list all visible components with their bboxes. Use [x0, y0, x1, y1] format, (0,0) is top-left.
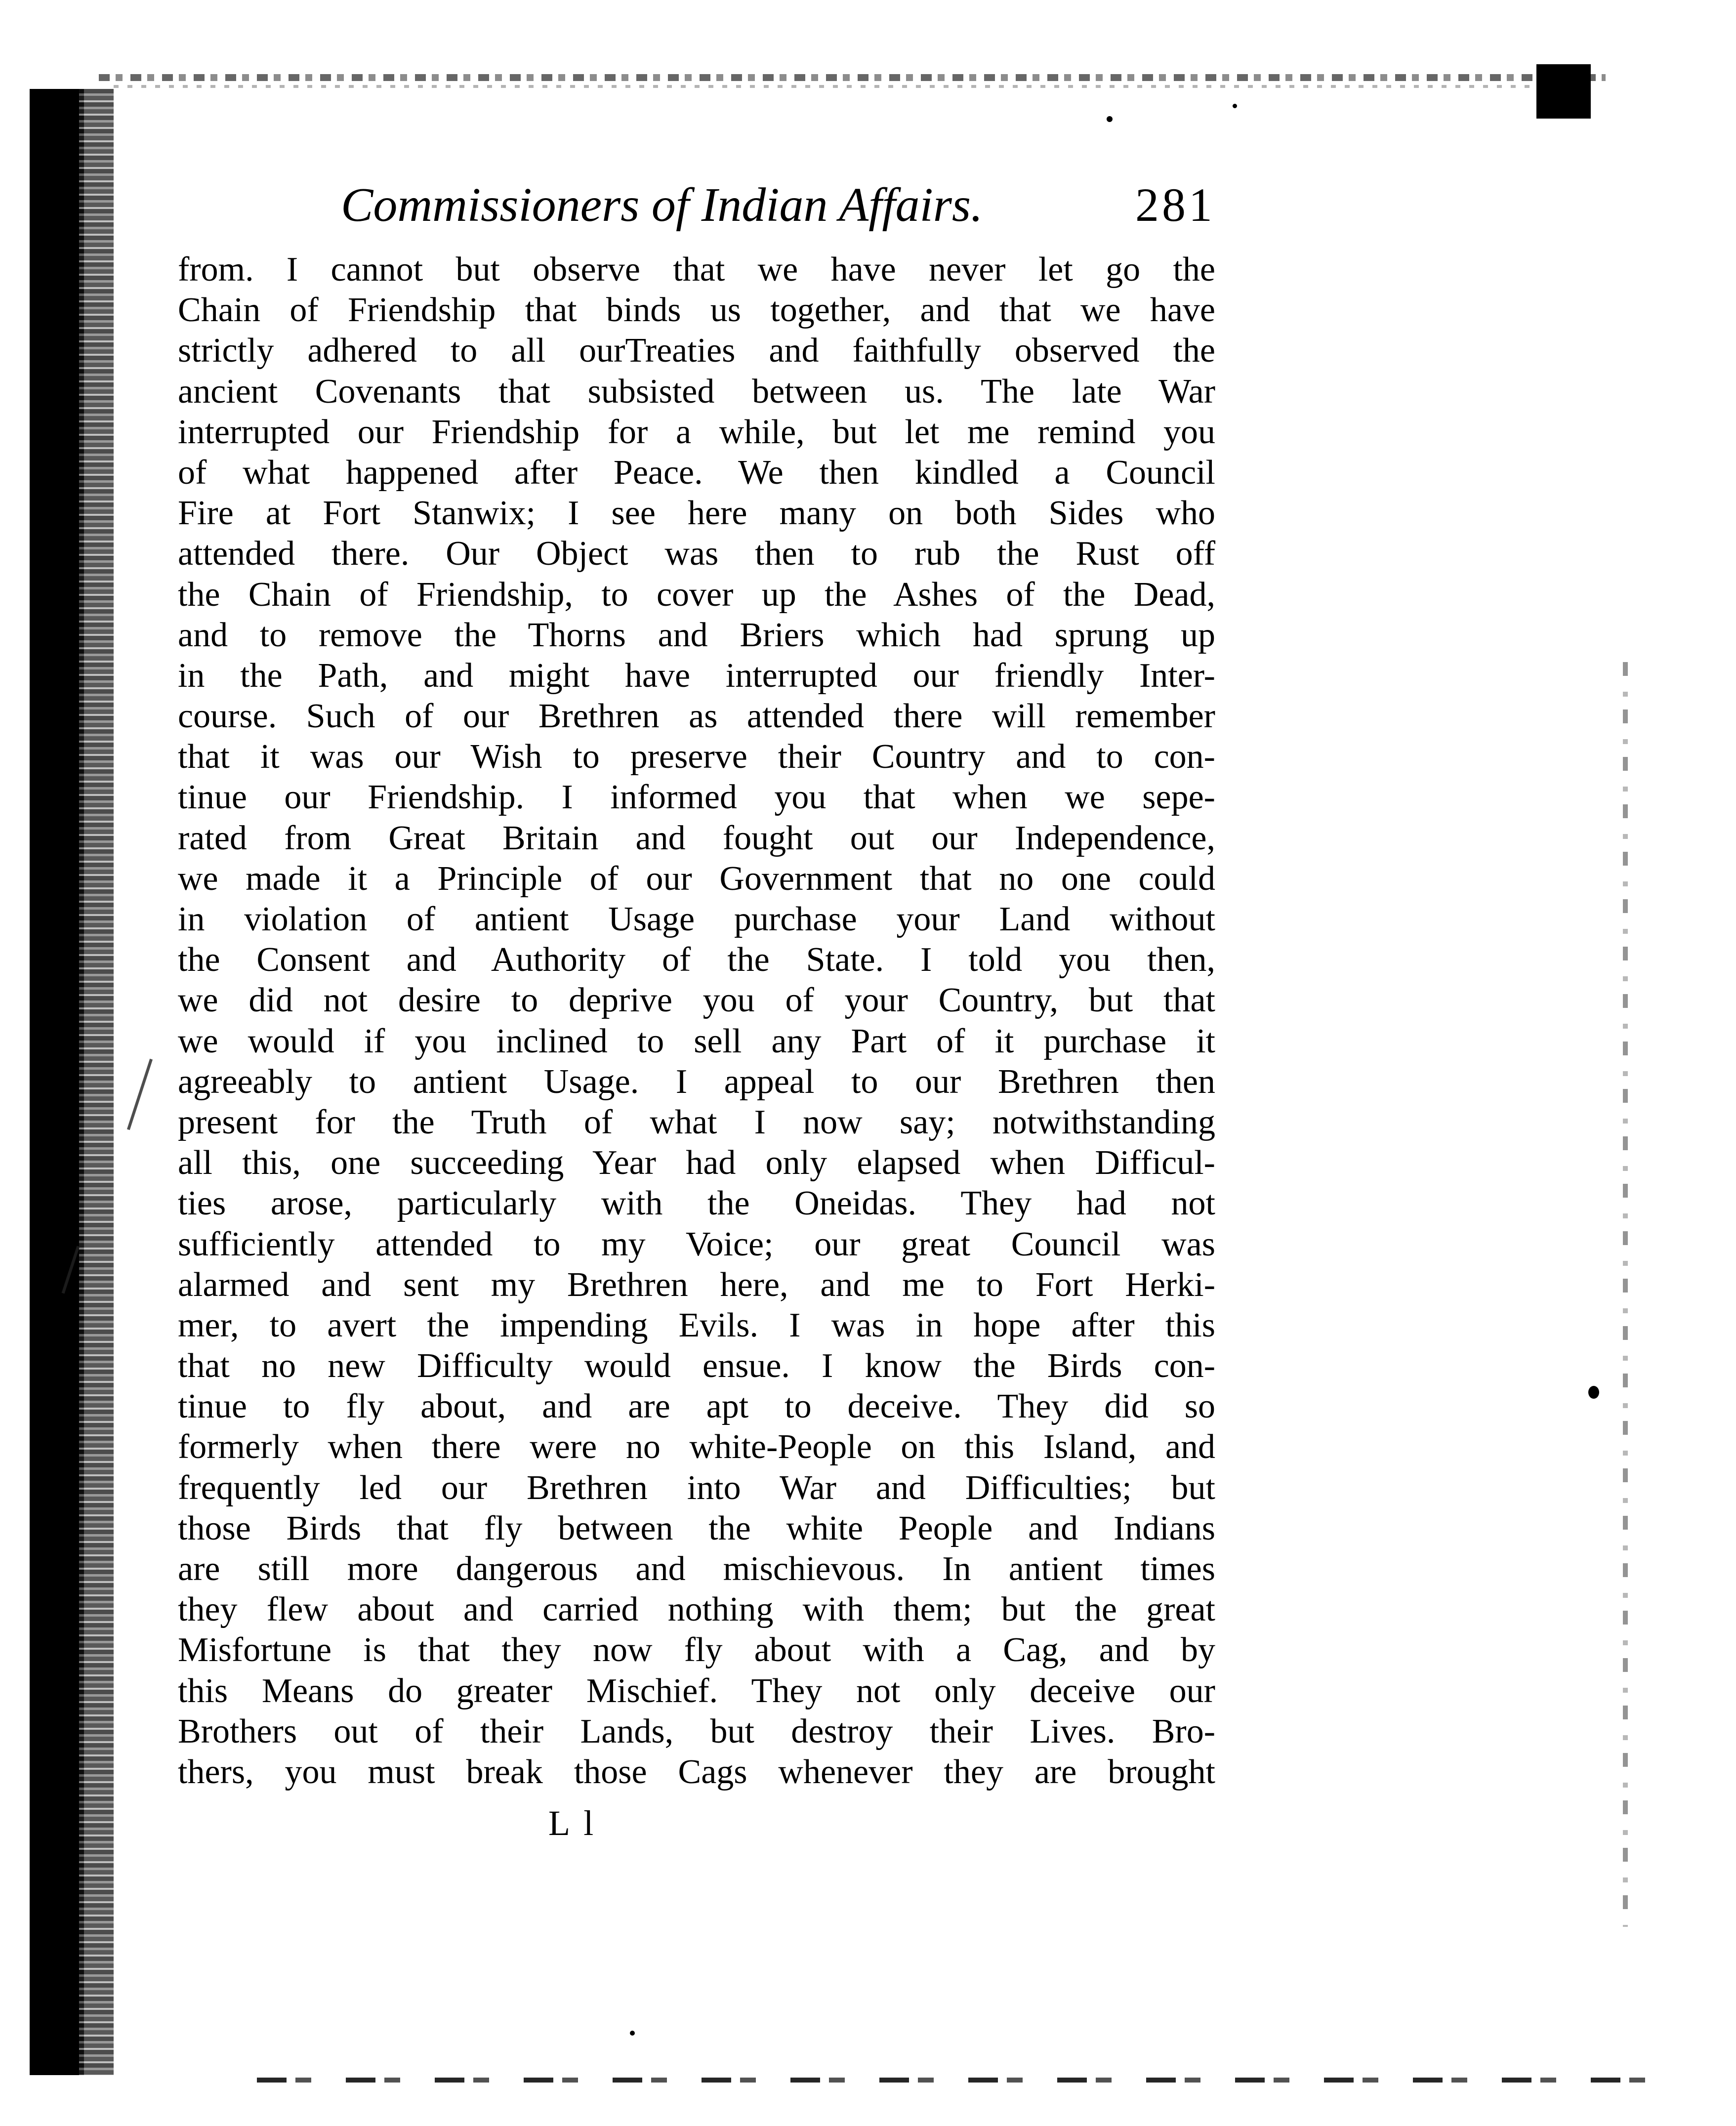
text-line: this Means do greater Mischief. They not only deceive our — [178, 1671, 1215, 1710]
text-line: interrupted our Friendship for a while, but let me remind you — [178, 413, 1215, 451]
binding-edge-texture — [79, 89, 114, 2075]
text-line: those Birds that fly between the white People and Indians — [178, 1509, 1215, 1547]
text-line: are still more dangerous and mischievous. In antient times — [178, 1550, 1215, 1588]
text-line: and to remove the Thorns and Briers which had sprung up — [178, 616, 1215, 654]
top-right-corner-shadow — [1536, 64, 1591, 119]
text-line: mer, to avert the impending Evils. I was in hope after this — [178, 1306, 1215, 1344]
page-number: 281 — [1135, 178, 1215, 231]
margin-pencil-mark — [127, 1059, 153, 1130]
text-line: course. Such of our Brethren as attended there will remember — [178, 697, 1215, 736]
right-page-edge-noise — [1623, 662, 1628, 1927]
text-line: Brothers out of their Lands, but destroy their Lives. Bro- — [178, 1712, 1215, 1751]
text-line: thers, you must break those Cags whenever they are brought — [178, 1752, 1215, 1791]
text-line: we would if you inclined to sell any Part of it purchase it — [178, 1022, 1215, 1060]
text-line: rated from Great Britain and fought out our Independence, — [178, 819, 1215, 857]
text-line: ties arose, particularly with the Oneidas. They had not — [178, 1184, 1215, 1223]
text-line: we made it a Principle of our Government that no one could — [178, 859, 1215, 898]
signature-mark: L l — [548, 1803, 597, 1843]
text-line: tinue our Friendship. I informed you that when we sepe- — [178, 778, 1215, 817]
text-line: ancient Covenants that subsisted between us. The late War — [178, 372, 1215, 411]
text-line: the Consent and Authority of the State. I told you then, — [178, 941, 1215, 979]
text-line: present for the Truth of what I now say; notwithstanding — [178, 1103, 1215, 1141]
text-line: formerly when there were no white-People on this Island, and — [178, 1428, 1215, 1466]
text-line: in violation of antient Usage purchase your Land without — [178, 900, 1215, 938]
bottom-page-edge-noise — [257, 2078, 1650, 2083]
running-head: Commissioners of Indian Affairs. — [341, 178, 983, 232]
text-line: attended there. Our Object was then to rub the Rust off — [178, 535, 1215, 573]
text-line: Chain of Friendship that binds us together, and that we have — [178, 291, 1215, 330]
text-line: from. I cannot but observe that we have never let go the — [178, 250, 1215, 289]
text-line: alarmed and sent my Brethren here, and me to Fort Herki- — [178, 1265, 1215, 1304]
ink-speck — [1233, 104, 1237, 108]
text-line: sufficiently attended to my Voice; our great Council was — [178, 1225, 1215, 1263]
text-line: that no new Difficulty would ensue. I know the Birds con- — [178, 1347, 1215, 1385]
top-page-edge-noise — [99, 74, 1606, 81]
text-line: in the Path, and might have interrupted our friendly Inter- — [178, 656, 1215, 695]
body-text — [178, 250, 1215, 1793]
text-line: we did not desire to deprive you of your Country, but that — [178, 981, 1215, 1020]
text-line: the Chain of Friendship, to cover up the Ashes of the Dead, — [178, 575, 1215, 614]
text-line: that it was our Wish to preserve their Country and to con- — [178, 738, 1215, 776]
ink-speck — [630, 2031, 635, 2036]
ink-speck — [1588, 1386, 1599, 1399]
text-line: agreeably to antient Usage. I appeal to our Brethren then — [178, 1062, 1215, 1101]
text-line: all this, one succeeding Year had only elapsed when Difficul- — [178, 1144, 1215, 1182]
top-page-edge-noise-secondary — [114, 85, 1546, 88]
text-line: tinue to fly about, and are apt to deceive. They did so — [178, 1387, 1215, 1426]
text-line: Misfortune is that they now fly about with a Cag, and by — [178, 1631, 1215, 1669]
text-line: strictly adhered to all ourTreaties and faithfully observed the — [178, 332, 1215, 370]
page-header — [178, 168, 1215, 242]
book-binding-shadow — [30, 89, 84, 2075]
text-line: they flew about and carried nothing with them; but the great — [178, 1590, 1215, 1629]
ink-speck — [1107, 116, 1113, 122]
text-line: of what happened after Peace. We then kindled a Council — [178, 453, 1215, 492]
text-line: Fire at Fort Stanwix; I see here many on both Sides who — [178, 494, 1215, 533]
text-line: frequently led our Brethren into War and Difficulties; but — [178, 1468, 1215, 1507]
